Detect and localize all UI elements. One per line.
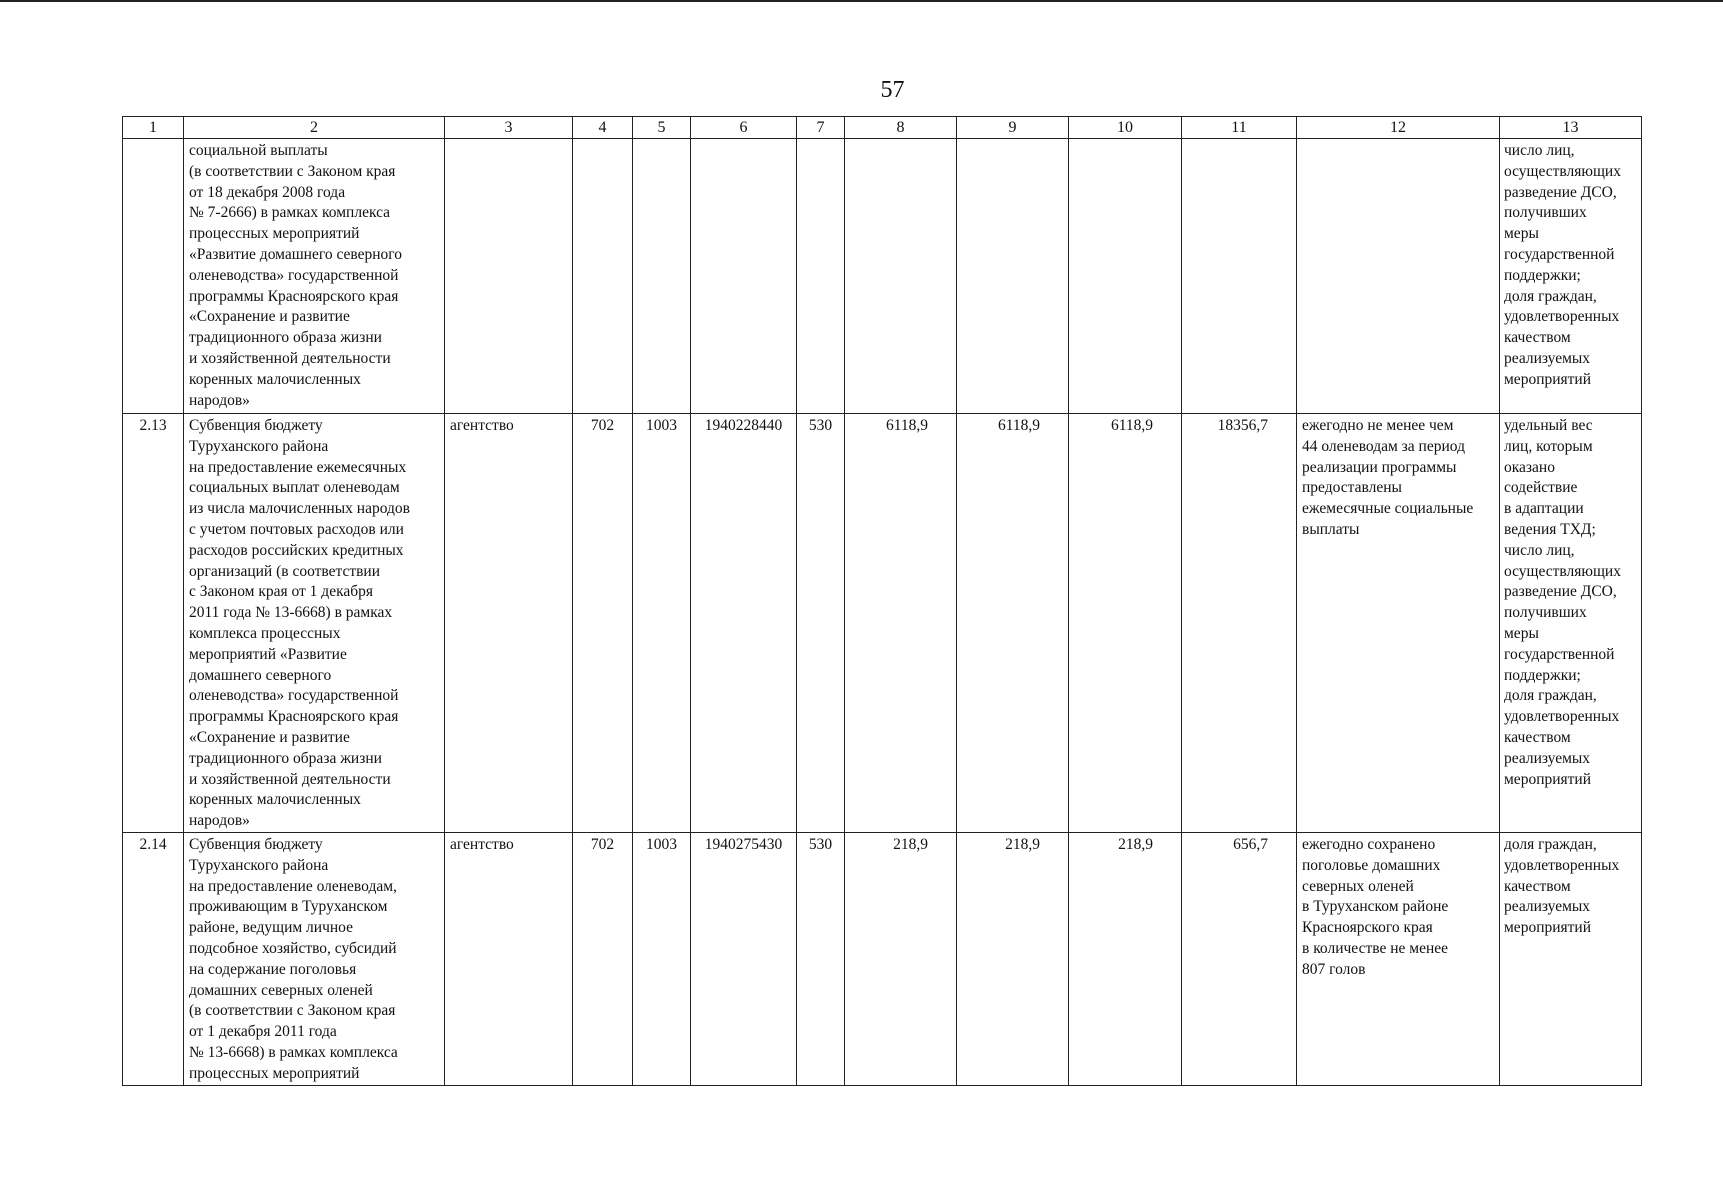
total-amount-cell (1182, 139, 1297, 414)
indicator-cell: удельный вес лиц, которым оказано содействие в адаптации ведения ТХД; число лиц, осуществляющих разведение ДСО, получивших меры государственной поддержки; доля граждан, удовлетворенных качеством реализуемых мероприятий (1500, 414, 1642, 833)
measure-description-cell: Субвенция бюджету Туруханского района на предоставление оленеводам, проживающим в Туруханском районе, ведущим личное подсобное хозяйство, субсидий на содержание поголовья домашних северных оленей (в соответствии с Законом края от 1 декабря 2011 года № 13-6668) в рамках комплекса процессных мероприятий (184, 832, 445, 1085)
table-row-2-14 (123, 832, 1642, 1085)
scan-top-edge (0, 0, 1723, 2)
target-article-cell (691, 139, 797, 414)
grbs-code-cell: 702 (573, 414, 633, 833)
column-header: 8 (845, 117, 957, 139)
item-number-cell: 2.14 (123, 832, 184, 1085)
amount-cell: 6118,9 (1069, 414, 1182, 833)
expected-result-cell: ежегодно сохранено поголовье домашних северных оленей в Туруханском районе Красноярского края в количестве не менее 807 голов (1297, 832, 1500, 1085)
column-header: 11 (1182, 117, 1297, 139)
target-article-cell: 1940228440 (691, 414, 797, 833)
measure-description-cell: социальной выплаты (в соответствии с Законом края от 18 декабря 2008 года № 7-2666) в рамках комплекса процессных мероприятий «Развитие домашнего северного оленеводства» государственной программы Красноярского края «Сохранение и развитие традиционного образа жизни и хозяйственной деятельности коренных малочисленных народов» (184, 139, 445, 414)
amount-cell: 218,9 (845, 832, 957, 1085)
budget-measures-table (122, 116, 1642, 1086)
total-amount-cell: 656,7 (1182, 832, 1297, 1085)
column-header: 4 (573, 117, 633, 139)
column-header: 1 (123, 117, 184, 139)
column-header: 13 (1500, 117, 1642, 139)
indicator-cell: доля граждан, удовлетворенных качеством реализуемых мероприятий (1500, 832, 1642, 1085)
section-code-cell (633, 139, 691, 414)
measure-description-cell: Субвенция бюджету Туруханского района на предоставление ежемесячных социальных выплат оленеводам из числа малочисленных народов с учетом почтовых расходов или расходов российских кредитных организаций (в соответствии с Законом края от 1 декабря 2011 года № 13-6668) в рамках комплекса процессных мероприятий «Развитие домашнего северного оленеводства» государственной программы Красноярского края «Сохранение и развитие традиционного образа жизни и хозяйственной деятельности коренных малочисленных народов» (184, 414, 445, 833)
amount-cell: 218,9 (1069, 832, 1182, 1085)
column-header: 10 (1069, 117, 1182, 139)
grbs-code-cell (573, 139, 633, 414)
item-number-cell: 2.13 (123, 414, 184, 833)
page-number: 57 (880, 77, 905, 103)
target-article-cell: 1940275430 (691, 832, 797, 1085)
column-header: 6 (691, 117, 797, 139)
table-row-2-13 (123, 414, 1642, 833)
amount-cell (1069, 139, 1182, 414)
amount-cell: 218,9 (957, 832, 1069, 1085)
amount-cell: 6118,9 (957, 414, 1069, 833)
amount-cell (845, 139, 957, 414)
expense-type-cell (797, 139, 845, 414)
column-header: 7 (797, 117, 845, 139)
section-code-cell: 1003 (633, 414, 691, 833)
expense-type-cell: 530 (797, 832, 845, 1085)
expected-result-cell: ежегодно не менее чем 44 оленеводам за период реализации программы предоставлены ежемесячные социальные выплаты (1297, 414, 1500, 833)
item-number-cell (123, 139, 184, 414)
administrator-cell: агентство (445, 414, 573, 833)
table-row-continuation (123, 139, 1642, 414)
grbs-code-cell: 702 (573, 832, 633, 1085)
column-header: 9 (957, 117, 1069, 139)
amount-cell (957, 139, 1069, 414)
section-code-cell: 1003 (633, 832, 691, 1085)
administrator-cell (445, 139, 573, 414)
total-amount-cell: 18356,7 (1182, 414, 1297, 833)
administrator-cell: агентство (445, 832, 573, 1085)
expense-type-cell: 530 (797, 414, 845, 833)
column-header: 3 (445, 117, 573, 139)
column-header: 12 (1297, 117, 1500, 139)
amount-cell: 6118,9 (845, 414, 957, 833)
column-header: 2 (184, 117, 445, 139)
column-header: 5 (633, 117, 691, 139)
indicator-cell: число лиц, осуществляющих разведение ДСО, получивших меры государственной поддержки; доля граждан, удовлетворенных качеством реализуемых мероприятий (1500, 139, 1642, 414)
column-number-row (123, 117, 1642, 139)
expected-result-cell (1297, 139, 1500, 414)
